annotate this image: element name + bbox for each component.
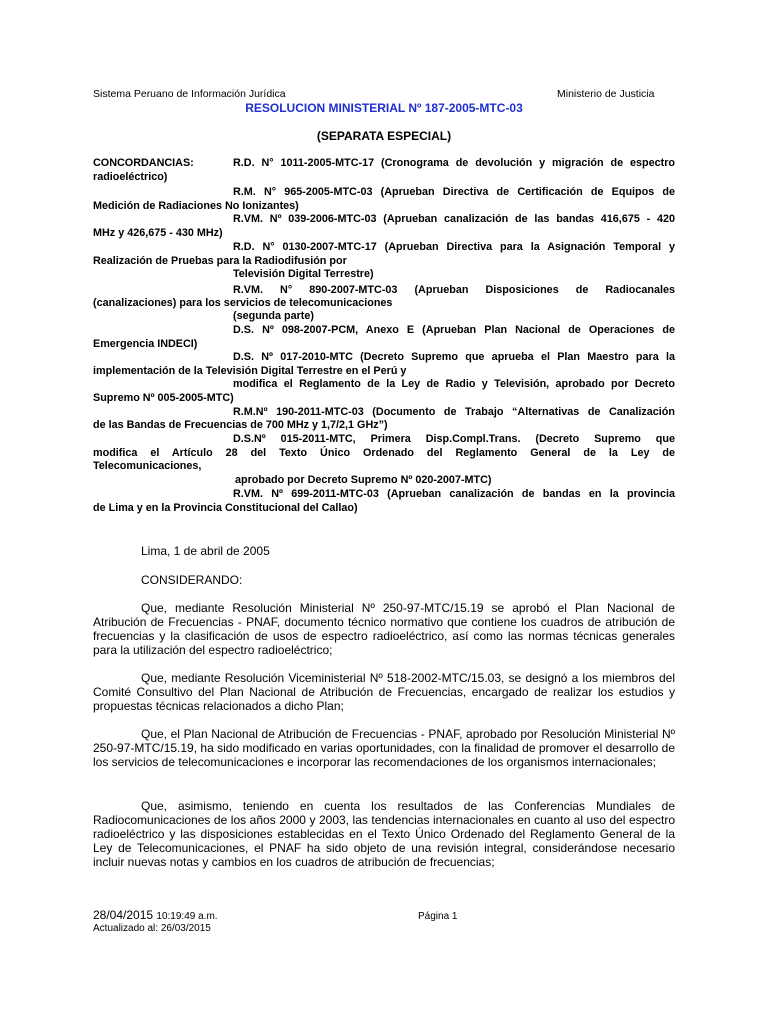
concordancia-line: de las Bandas de Frecuencias de 700 MHz y 1,7/2,1 GHz”) [93, 419, 388, 431]
concordancia-line: Televisión Digital Terrestre) [233, 268, 374, 280]
footer-date-line [93, 908, 218, 922]
concordancia-line: R.VM. Nº 039-2006-MTC-03 (Aprueban canalización de las bandas 416,675 - 420 [233, 213, 675, 225]
concordancia-line: R.D. N° 0130-2007-MTC-17 (Aprueban Directiva para la Asignación Temporal y [233, 241, 675, 253]
paragraph: Que, el Plan Nacional de Atribución de Frecuencias - PNAF, aprobado por Resolución Ministerial Nº 250-97-MTC/15.19, ha sido modificado en varias oportunidades, con la finalidad de promover el desarrollo de los servicios de telecomunicaciones e incorporar las recomendaciones de los organismos internacionales; [93, 727, 675, 769]
concordancia-line: D.S.Nº 015-2011-MTC, Primera Disp.Compl.Trans. (Decreto Supremo que [233, 433, 675, 445]
concordancias-label: CONCORDANCIAS: [93, 157, 194, 169]
considerando-heading: CONSIDERANDO: [141, 573, 243, 587]
concordancia-line: modifica el Reglamento de la Ley de Radio y Televisión, aprobado por Decreto [233, 378, 675, 390]
footer-updated: Actualizado al: 26/03/2015 [93, 923, 211, 934]
concordancia-line: (segunda parte) [233, 310, 314, 322]
concordancia-line: R.M. N° 965-2005-MTC-03 (Aprueban Directiva de Certificación de Equipos de [233, 186, 675, 198]
concordancia-line: (canalizaciones) para los servicios de telecomunicaciones [93, 297, 393, 309]
concordancia-line: D.S. Nº 098-2007-PCM, Anexo E (Aprueban Plan Nacional de Operaciones de [233, 324, 675, 336]
concordancia-line: implementación de la Televisión Digital Terrestre en el Perú y [93, 365, 407, 377]
footer-date: 28/04/2015 [93, 908, 154, 922]
concordancia-line: Realización de Pruebas para la Radiodifusión por [93, 255, 347, 267]
concordancia-line: Emergencia INDECI) [93, 338, 198, 350]
concordancia-line: radioeléctrico) [93, 171, 168, 183]
concordancia-line: D.S. Nº 017-2010-MTC (Decreto Supremo que aprueba el Plan Maestro para la [233, 351, 675, 363]
concordancia-line: R.VM. Nº 699-2011-MTC-03 (Aprueban canalización de bandas en la provincia [233, 488, 675, 500]
concordancia-line: aprobado por Decreto Supremo Nº 020-2007-MTC) [235, 474, 492, 486]
footer-time: 10:19:49 a.m. [156, 911, 218, 922]
document-subtitle: (SEPARATA ESPECIAL) [316, 129, 452, 143]
document-title: RESOLUCION MINISTERIAL Nº 187-2005-MTC-03 [245, 101, 523, 115]
concordancia-line: Supremo Nº 005-2005-MTC) [93, 392, 234, 404]
concordancia-line: modifica el Artículo 28 del Texto Único Ordenado del Reglamento General de la Ley de [93, 447, 675, 459]
paragraph: Que, asimismo, teniendo en cuenta los resultados de las Conferencias Mundiales de Radiocomunicaciones de los años 2000 y 2003, las tendencias internacionales en cuanto al uso del espectro radioeléctrico y las disposiciones establecidas en el Texto Único Ordenado del Reglamento General de la Ley de Telecomunicaciones, el PNAF ha sido objeto de una revisión integral, considerándose necesario incluir nuevas notas y cambios en los cuadros de atribución de frecuencias; [93, 799, 675, 869]
paragraph: Que, mediante Resolución Viceministerial Nº 518-2002-MTC/15.03, se designó a los miembros del Comité Consultivo del Plan Nacional de Atribución de Frecuencias, encargado de realizar los estudios y propuestas técnicas relacionados a dicho Plan; [93, 671, 675, 713]
concordancia-line: R.VM. N° 890-2007-MTC-03 (Aprueban Disposiciones de Radiocanales [233, 284, 675, 296]
header-ministry: Ministerio de Justicia [557, 88, 655, 100]
date-line: Lima, 1 de abril de 2005 [141, 544, 270, 558]
concordancia-line: Medición de Radiaciones No Ionizantes) [93, 200, 299, 212]
concordancia-line: de Lima y en la Provincia Constitucional del Callao) [93, 502, 358, 514]
concordancia-line: R.M.Nº 190-2011-MTC-03 (Documento de Trabajo “Alternativas de Canalización [233, 406, 675, 418]
footer-page-number: Página 1 [418, 911, 458, 922]
header-source: Sistema Peruano de Información Jurídica [93, 88, 286, 100]
concordancia-line: MHz y 426,675 - 430 MHz) [93, 227, 223, 239]
paragraph: Que, mediante Resolución Ministerial Nº 250-97-MTC/15.19 se aprobó el Plan Nacional de Atribución de Frecuencias - PNAF, documento técnico normativo que contiene los cuadros de atribución de frecuencias y la clasificación de usos de espectro radioeléctrico, así como las normas técnicas generales para la utilización del espectro radioeléctrico; [93, 601, 675, 657]
concordancia-line: Telecomunicaciones, [93, 460, 202, 472]
concordancia-line: R.D. N° 1011-2005-MTC-17 (Cronograma de devolución y migración de espectro [233, 157, 675, 169]
